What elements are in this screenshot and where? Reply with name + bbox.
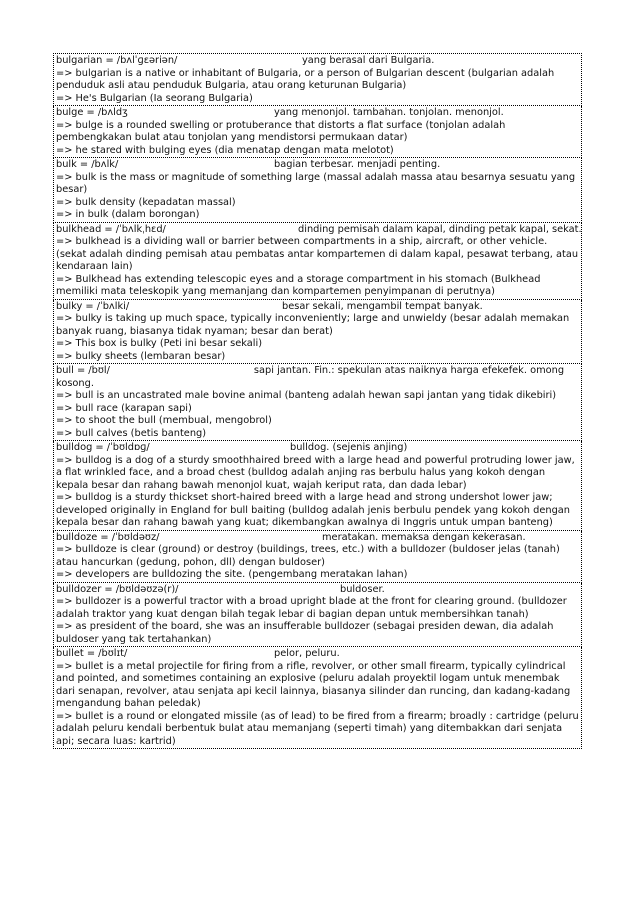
dictionary-entry	[53, 583, 582, 648]
entry-line: => Bulkhead has extending telescopic eyes and a storage compartment in his stomach (Bulkhead memiliki mata teleskopik yang memanjang dan kompartemen penyimpanan di perutnya)	[56, 273, 541, 297]
entry-line: => bulldog is a sturdy thickset short-haired breed with a large head and strong undershot lower jaw; developed originally in England for bull baiting (bulldog adalah jenis berbulu pendek yang kokoh dengan kepala besar dan rahang bawah yang kuat; dikembangkan awalnya di Inggris untuk umpan banteng)	[56, 492, 571, 528]
entry-line: => He's Bulgarian (Ia seorang Bulgaria)	[56, 92, 253, 104]
entry-word: bulgarian = /bʌlˈɡɛəriən/	[56, 55, 178, 66]
entry-line: => bulldozer is a powerful tractor with a broad upright blade at the front for clearing ground. (bulldozer adalah traktor yang kuat dengan bilah tegak lebar di bagian depan untuk membersihkan tanah)	[56, 596, 567, 620]
dictionary-entry	[53, 223, 582, 300]
entry-heading	[56, 532, 579, 545]
entry-heading	[56, 55, 579, 68]
entry-line: => bullet is a round or elongated missile (as of lead) to be fired from a firearm; broadly : cartridge (peluru adalah peluru kendali berbentuk bulat atau memanjang (seperti timah) yang ditembakkan dari senjata api; secara luas: kartrid)	[56, 710, 579, 747]
entry-meaning: besar sekali, mengambil tempat banyak.	[282, 300, 483, 312]
entry-line: => he stared with bulging eyes (dia menatap dengan mata melotot)	[56, 144, 394, 156]
entry-word: bulldog = /ˈbʊldɒɡ/	[56, 442, 150, 453]
dictionary-entry	[53, 531, 582, 583]
entry-meaning: bagian terbesar. menjadi penting.	[274, 159, 441, 170]
entry-line: => bull is an uncastrated male bovine animal (banteng adalah hewan sapi jantan yang tidak dikebiri)	[56, 390, 557, 401]
entry-word: bullet = /bʊlɪt/	[56, 648, 128, 659]
entry-word: bulldozer = /bʊldəʊzə(r)/	[56, 583, 179, 595]
entry-word: bulky = /ˈbʌlki/	[56, 300, 130, 312]
entry-heading	[56, 223, 582, 237]
dictionary-entry	[53, 53, 582, 106]
entry-line: => bulk density (kepadatan massal)	[56, 196, 236, 208]
entry-word: bull = /bʊl/	[56, 365, 110, 376]
entry-line: => bull race (karapan sapi)	[56, 402, 192, 414]
entry-line: => bullet is a metal projectile for firing from a rifle, revolver, or other small firearm, typically cylindrical and pointed, and sometimes containing an explosive (peluru adalah proyektil logam untuk menembak dari senapan, revolver, atau senjata api kecil lainnya, biasanya silinder dan runcing, dan kadang-kadang mengandung bahan peledak)	[56, 660, 571, 709]
entry-meaning: pelor, peluru.	[274, 648, 340, 659]
dictionary-entry	[53, 300, 582, 365]
entry-meaning: yang berasal dari Bulgaria.	[302, 55, 435, 66]
entry-line: => in bulk (dalam borongan)	[56, 209, 200, 220]
entry-meaning: bulldog. (sejenis anjing)	[290, 442, 408, 453]
entry-line: => developers are bulldozing the site. (pengembang meratakan lahan)	[56, 569, 408, 580]
dictionary-page	[53, 53, 582, 749]
entry-meaning: meratakan. memaksa dengan kekerasan.	[322, 531, 526, 543]
entry-line: => bulky sheets (lembaran besar)	[56, 350, 226, 362]
dictionary-entry	[53, 647, 582, 749]
entry-word: bulldoze = /ˈbʊldəʊz/	[56, 531, 160, 543]
entry-word: bulk = /bʌlk/	[56, 159, 119, 170]
entry-meaning: dinding pemisah dalam kapal, dinding petak kapal, sekat.	[298, 223, 582, 235]
entry-line: => bulkhead is a dividing wall or barrier between compartments in a ship, aircraft, or other vehicle. (sekat adalah dinding pemisah atau pembatas antar kompartemen di dalam kapal, pesawat terbang, atau kendaraan lain)	[56, 236, 579, 272]
entry-word: bulkhead = /ˈbʌlkˌhɛd/	[56, 223, 166, 235]
entry-heading	[56, 159, 579, 172]
entry-heading	[56, 365, 579, 390]
dictionary-entry	[53, 158, 582, 223]
entry-meaning: buldoser.	[340, 583, 385, 595]
entry-heading	[56, 301, 579, 314]
entry-line: => bull calves (betis banteng)	[56, 427, 207, 439]
dictionary-entry	[53, 364, 582, 441]
entry-line: => as president of the board, she was an insufferable bulldozer (sebagai presiden dewan, dia adalah buldoser yang tak tertahankan)	[56, 621, 554, 645]
entry-heading	[56, 442, 579, 455]
dictionary-entry	[53, 441, 582, 531]
entry-heading	[56, 107, 579, 120]
entry-line: => bulky is taking up much space, typically inconveniently; large and unwieldy (besar adalah memakan banyak ruang, biasanya tidak nyaman; besar dan berat)	[56, 313, 570, 337]
entry-word: bulge = /bʌldʒ	[56, 107, 128, 118]
entry-line: => bulldog is a dog of a sturdy smoothhaired breed with a large head and powerful protruding lower jaw, a flat wrinkled face, and a broad chest (bulldog adalah anjing ras berbulu halus yang kokoh dengan kepala besar dan rahang bawah menonjol kuat, wajah keriput rata, dan dada lebar)	[56, 454, 575, 491]
entry-line: => bulgarian is a native or inhabitant of Bulgaria, or a person of Bulgarian descent (bulgarian adalah penduduk asli atau penduduk Bulgaria, atau orang keturunan Bulgaria)	[56, 67, 555, 91]
entry-line: => bulge is a rounded swelling or protuberance that distorts a flat surface (tonjolan adalah pembengkakan bulat atau tonjolan yang mendistorsi permukaan datar)	[56, 119, 506, 143]
entry-line: => bulldoze is clear (ground) or destroy (buildings, trees, etc.) with a bulldozer (buldoser jelas (tanah) atau hancurkan (gedung, pohon, dll) dengan buldoser)	[56, 544, 560, 568]
dictionary-entry	[53, 106, 582, 158]
entry-heading	[56, 584, 579, 597]
entry-line: => This box is bulky (Peti ini besar sekali)	[56, 338, 263, 349]
entry-line: => bulk is the mass or magnitude of something large (massal adalah massa atau besarnya sesuatu yang besar)	[56, 171, 576, 195]
entry-meaning: yang menonjol. tambahan. tonjolan. menonjol.	[274, 107, 504, 118]
entry-meaning: sapi jantan. Fin.: spekulan atas naiknya harga efekefek. omong kosong.	[56, 365, 565, 389]
entry-heading	[56, 648, 579, 661]
entry-line: => to shoot the bull (membual, mengobrol)	[56, 415, 272, 426]
